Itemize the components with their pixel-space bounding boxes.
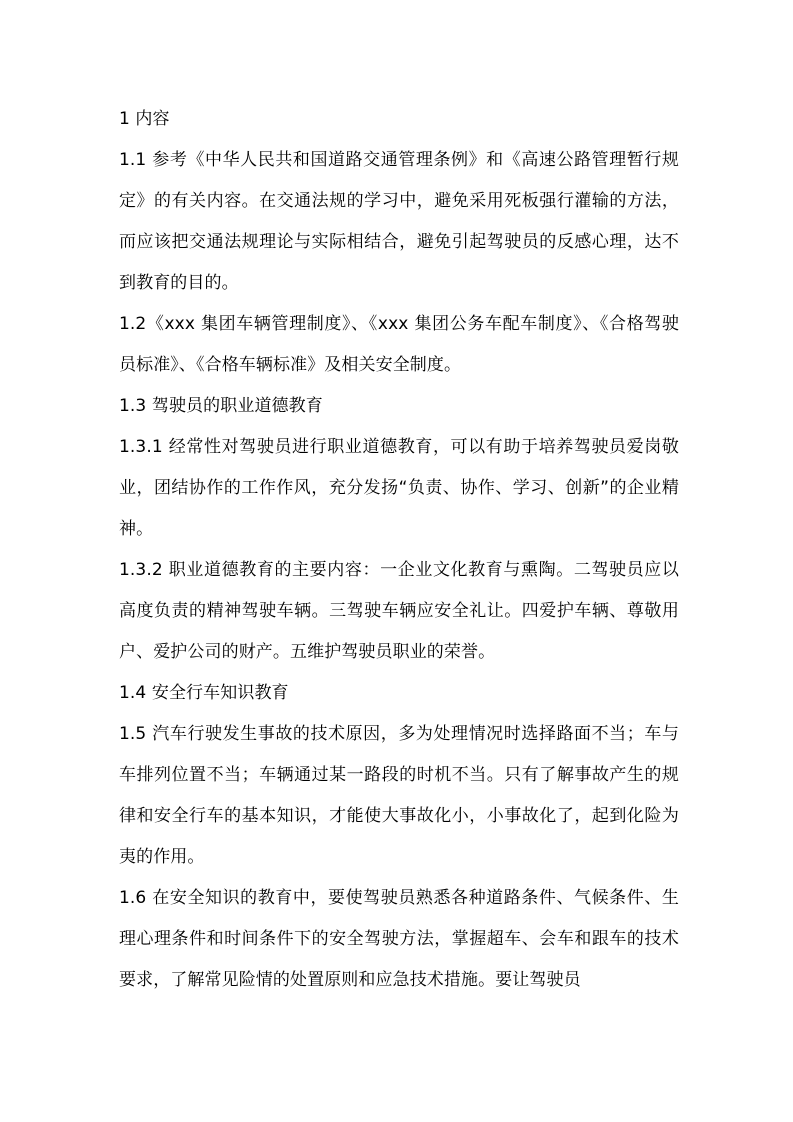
paragraph-1-3-heading: 1.3 驾驶员的职业道德教育 bbox=[119, 396, 323, 416]
paragraph-1-4-heading: 1.4 安全行车知识教育 bbox=[119, 683, 289, 703]
section-heading: 1 内容 bbox=[119, 109, 170, 129]
document-body bbox=[119, 99, 679, 1001]
paragraph-1-3-2: 1.3.2 职业道德教育的主要内容：一企业文化教育与熏陶。二驾驶员应以高度负责的精神驾驶车辆。三驾驶车辆应安全礼让。四爱护车辆、尊敬用户、爱护公司的财产。五维护驾驶员职业的荣誉。 bbox=[119, 560, 679, 662]
paragraph-1-5: 1.5 汽车行驶发生事故的技术原因，多为处理情况时选择路面不当；车与车排列位置不当；车辆通过某一路段的时机不当。只有了解事故产生的规律和安全行车的基本知识，才能使大事故化小，小事故化了，起到化险为夷的作用。 bbox=[119, 724, 679, 867]
paragraph-1-6: 1.6 在安全知识的教育中，要使驾驶员熟悉各种道路条件、气候条件、生理心理条件和时间条件下的安全驾驶方法，掌握超车、会车和跟车的技术要求，了解常见险情的处置原则和应急技术措施。要让驾驶员 bbox=[119, 888, 679, 990]
paragraph-1-1: 1.1 参考《中华人民共和国道路交通管理条例》和《高速公路管理暂行规定》的有关内容。在交通法规的学习中，避免采用死板强行灌输的方法，而应该把交通法规理论与实际相结合，避免引起驾驶员的反感心理，达不到教育的目的。 bbox=[119, 150, 679, 293]
paragraph-1-3-1: 1.3.1 经常性对驾驶员进行职业道德教育，可以有助于培养驾驶员爱岗敬业，团结协作的工作作风，充分发扬“负责、协作、学习、创新”的企业精神。 bbox=[119, 437, 679, 539]
paragraph-1-2: 1.2《xxx 集团车辆管理制度》、《xxx 集团公务车配车制度》、《合格驾驶员标准》、《合格车辆标准》及相关安全制度。 bbox=[119, 314, 679, 375]
